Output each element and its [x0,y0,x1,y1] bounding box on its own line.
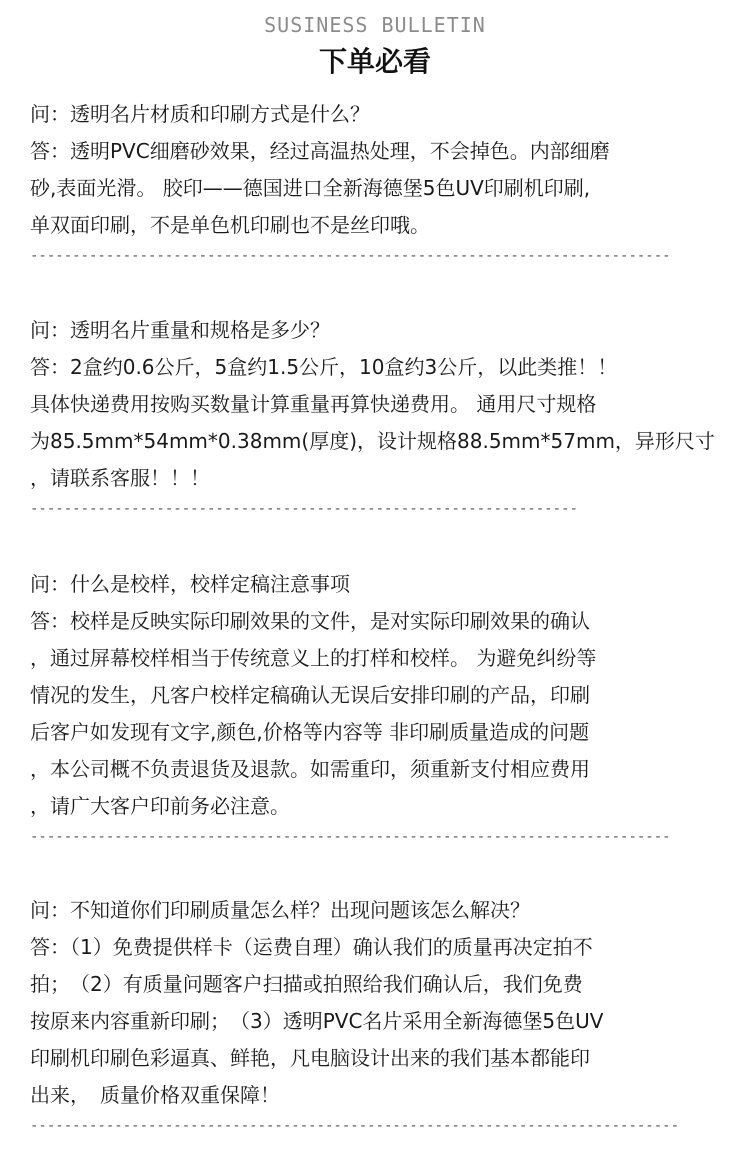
faq-answer-line: ，通过屏幕校样相当于传统意义上的打样和校样。 为避免纠纷等 [30,646,597,670]
page-title: 下单必看 [318,45,431,78]
faq-answer-line: 印刷机印刷色彩逼真、鲜艳，凡电脑设计出来的我们基本都能印 [30,1046,590,1070]
faq-answer-line: 单双面印刷，不是单色机印刷也不是丝印哦。 [30,213,430,237]
section-divider: ----------------------------------------------------------------------------- [30,1118,680,1134]
faq-answer-line: 具体快递费用按购买数量计算重量再算快递费用。 通用尺寸规格 [30,392,597,416]
faq-answer-line: 答：（1）免费提供样卡（运费自理）确认我们的质量再决定拍不 [30,935,593,959]
section-divider: ----------------------------------------------------------------- [30,501,578,517]
faq-answer-line: 情况的发生，凡客户校样定稿确认无误后安排印刷的产品，印刷 [30,683,590,707]
page-header [0,12,750,82]
faq-answer-line: 答：2盒约0.6公斤，5盒约1.5公斤，10盒约3公斤，以此类推！！ [30,355,618,379]
faq-item-material [30,96,730,266]
faq-answer-line: 出来， 质量价格双重保障！ [30,1083,280,1107]
faq-question: 问：不知道你们印刷质量怎么样？出现问题该怎么解决？ [30,898,530,922]
faq-item-weight [30,312,730,519]
bulletin-subtitle: SUSINESS BULLETIN [264,13,486,37]
section-divider: ---------------------------------------------------------------------------- [30,248,671,264]
faq-question: 问：什么是校样，校样定稿注意事项 [30,572,350,596]
section-divider: ---------------------------------------------------------------------------- [30,829,671,845]
faq-answer-line: ，请广大客户印前务必注意。 [30,794,290,818]
faq-answer-line: 为85.5mm*54mm*0.38mm(厚度)，设计规格88.5mm*57mm，异形尺寸 [30,429,715,453]
faq-answer-line: ，请联系客服！！！ [30,466,210,490]
faq-answer-line: 答：校样是反映实际印刷效果的文件，是对实际印刷效果的确认 [30,609,590,633]
faq-item-proofing [30,566,730,847]
faq-answer-line: 答：透明PVC细磨砂效果，经过高温热处理，不会掉色。内部细磨 [30,139,610,163]
faq-answer-line: 后客户如发现有文字,颜色,价格等内容等 非印刷质量造成的问题 [30,720,590,744]
faq-answer-line: 拍； （2）有质量问题客户扫描或拍照给我们确认后，我们免费 [30,972,583,996]
faq-answer-line: 按原来内容重新印刷； （3）透明PVC名片采用全新海德堡5色UV [30,1009,604,1033]
faq-answer-line: 砂,表面光滑。 胶印——德国进口全新海德堡5色UV印刷机印刷, [30,176,591,200]
faq-question: 问：透明名片材质和印刷方式是什么？ [30,102,370,126]
faq-answer-line: ，本公司概不负责退货及退款。如需重印，须重新支付相应费用 [30,757,590,781]
faq-item-quality [30,892,730,1136]
faq-question: 问：透明名片重量和规格是多少？ [30,318,330,342]
